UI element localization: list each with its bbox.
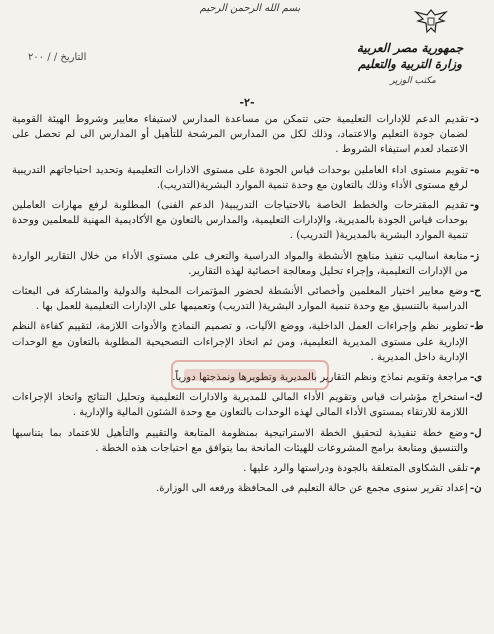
ministry-line-ministry: وزارة التربية والتعليم	[358, 57, 462, 71]
item-letter: د-	[470, 113, 479, 125]
list-item	[12, 390, 484, 420]
basmala: بسم الله الرحمن الرحيم	[199, 3, 301, 14]
item-letter: م-	[470, 462, 481, 475]
item-text: إعداد تقرير سنوى مجمع عن حالة التعليم فى المحافظة ورفعه الى الوزارة.	[156, 483, 468, 495]
item-text: تقويم مستوى اداء العاملين بوحدات قياس الجودة على مستوى الادارات التعليمية وتحديد احتياجاتهم التدريبية لرفع مستوى الأداء وذلك بالتعاون مع وحدة تنمية الموارد البشرية(التدريب).	[12, 164, 468, 191]
list-item	[12, 319, 484, 365]
item-text: مراجعة وتقويم نماذج ونظم التقارير بالمديرية وتطويرها ونمذجتها دورياً.	[172, 372, 468, 384]
item-text: تقديم المقترحات والخطط الخاصة بالاحتياجات التدريبية( الدعم الفنى) المطلوبة لرفع مهارات العاملين بوحدات قياس الجودة بالمديرية، والإدارات التعليمية، والمدارس بالتعاون مع الأكاديمية المهنية للمعلمين ووحدة تنمية الموارد البشرية بالمديرية( التدريب) .	[12, 200, 468, 242]
item-text: تلقى الشكاوى المتعلقة بالجودة ودراستها والرد عليها .	[243, 463, 468, 475]
item-text: تقديم الدعم للإدارات التعليمية حتى تتمكن من مساعدة المدارس لاستيفاء معايير وشروط الهيئة القومية لضمان جودة التعليم والاعتماد، وذلك لكل من المدارس المرشحة للتأهيل أو المدارس الى لم تحصل على الاعتماد لعدم استيفاء الشروط .	[12, 114, 468, 156]
item-letter: و-	[470, 199, 480, 212]
list-item	[12, 426, 484, 456]
list-item	[12, 370, 484, 385]
list-item	[12, 163, 484, 193]
document-body	[12, 112, 484, 501]
list-item	[12, 249, 484, 279]
list-item	[12, 284, 484, 314]
item-letter: ز-	[470, 249, 480, 262]
list-item	[12, 198, 484, 244]
list-item	[12, 112, 484, 158]
item-letter: ط-	[470, 320, 484, 333]
item-letter: ك-	[470, 391, 483, 404]
item-text: تطوير نظم وإجراءات العمل الداخلية، ووضع الآليات، و تصميم النماذج والأدوات اللازمة، لتقييم كفاءة النظم الإدارية على مستوى المديرية التعليمية، ومن ثم اتخاذ الإجراءات التصحيحية المطلوبة بالتعاون مع الوحدات الإدارية داخل المديرية .	[12, 321, 468, 363]
list-item	[12, 481, 484, 496]
item-text: استخراج مؤشرات قياس وتقويم الأداء المالى للمديرية والادارات التعليمية وتحليل النتائج واتخاذ الإجراءات اللازمة للارتقاء بمستوى الأداء المالى لهذه الوحدات بالتعاون مع وحدة الشئون المالية والإدارية .	[12, 392, 468, 419]
list-item	[12, 461, 484, 476]
item-letter: ن-	[470, 482, 482, 495]
ministry-line-country: جمهورية مصر العربية	[356, 41, 464, 55]
date-line: التاريخ / / ٢٠٠	[28, 52, 87, 63]
page-number: -٢-	[239, 96, 255, 109]
item-letter: ه-	[470, 163, 480, 176]
eagle-emblem-icon	[408, 6, 454, 36]
item-letter: ل-	[470, 426, 482, 439]
office-label: مكتب الوزير	[390, 76, 436, 86]
item-letter: ى-	[470, 371, 483, 384]
item-text: وضع خطة تنفيذية لتحقيق الخطة الاستراتيجية بمنظومة المتابعة والتقييم والتأهيل للاعتماد بما يتناسبها والتنسيق ومتابعة برامج المشروعات للهيئات المانحة بما يتوافق مع احتياجات هذه الخطة .	[12, 427, 468, 454]
item-text: متابعة اساليب تنفيذ مناهج الأنشطة والمواد الدراسية والتعرف على مستوى الأداء من خلال التقارير الواردة من الإدارات التعليمية، وإجراء تحليل ومعالجة احصائية لهذه التقارير.	[12, 250, 468, 277]
item-text: وضع معايير اختيار المعلمين وأخصائى الأنشطة لحضور المؤتمرات المحلية والدولية والمشاركة فى البعثات الدراسية بالتنسيق مع وحدة تنمية الموارد البشرية( التدريب) وتعميمها على الإدارات التعليمية للعمل بها .	[12, 286, 468, 313]
item-letter: ح-	[470, 285, 481, 298]
ministry-name	[350, 40, 470, 72]
